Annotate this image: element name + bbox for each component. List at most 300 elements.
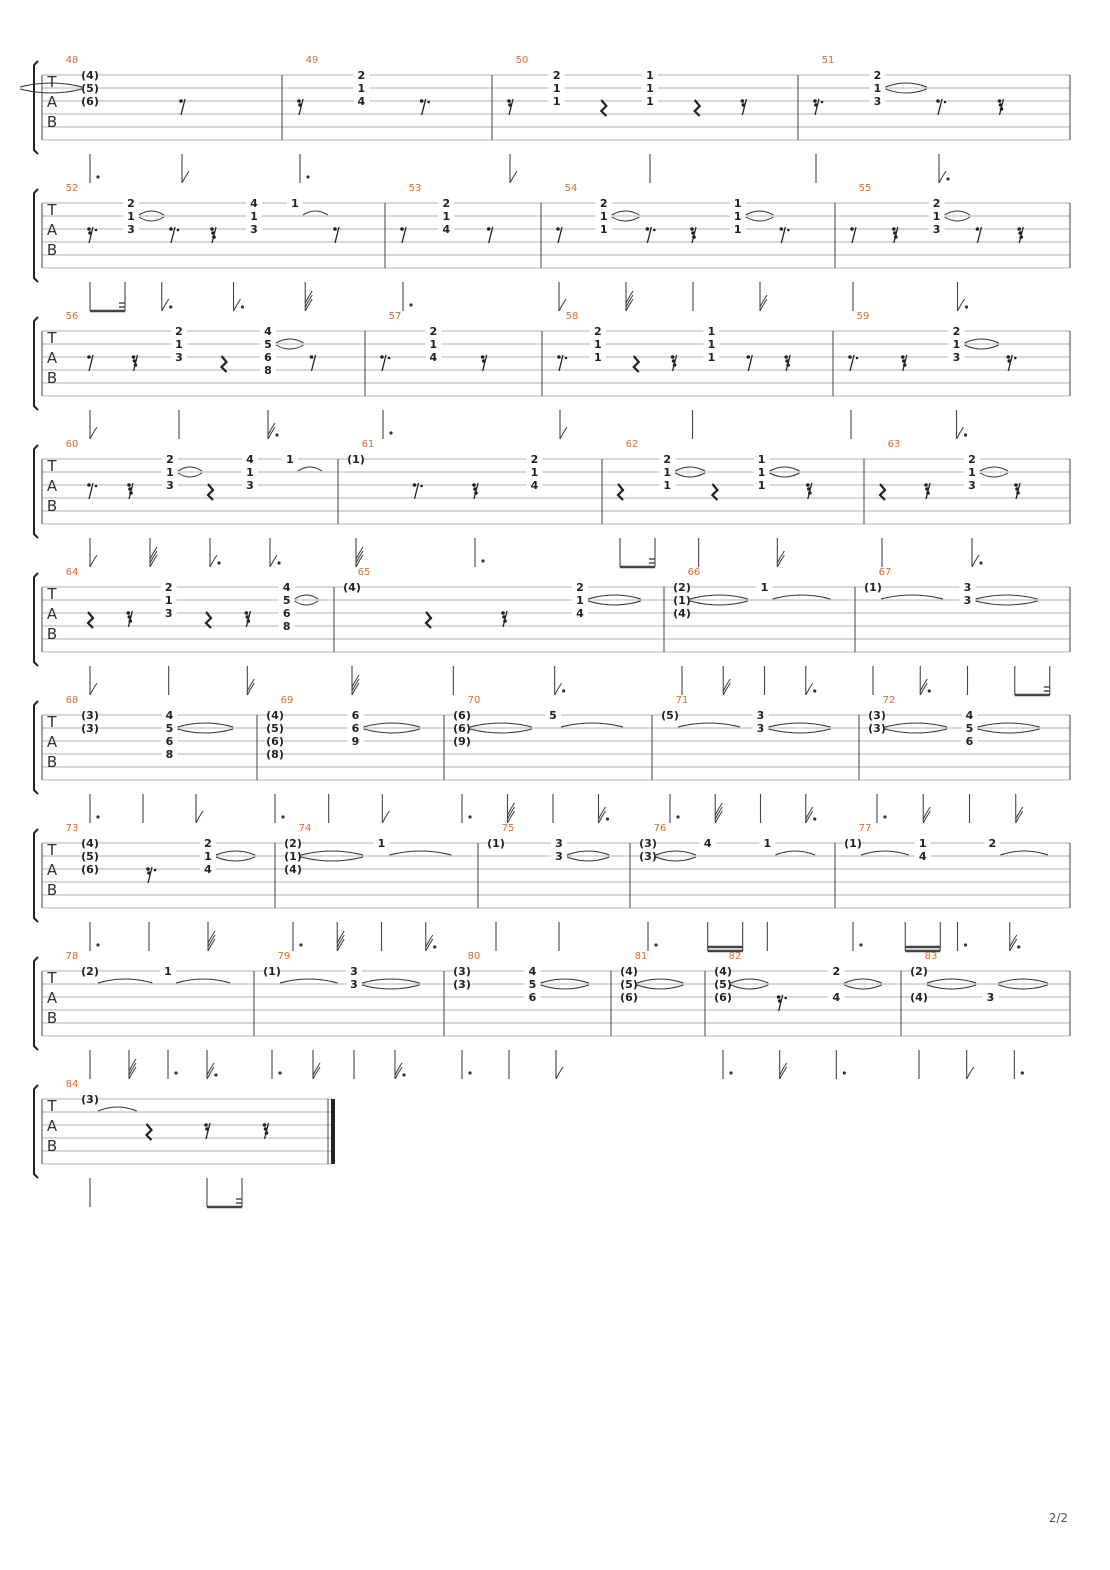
measure-number: 77: [858, 823, 872, 834]
rest-flag: [380, 355, 384, 359]
fret-number: (1): [347, 453, 365, 466]
rest-flag: [924, 483, 928, 487]
rest-dot: [1014, 357, 1017, 360]
measure: [400, 183, 492, 311]
fret-number: 3: [952, 351, 961, 364]
fret-number: 5: [165, 722, 174, 735]
duration-dot: [676, 815, 679, 818]
tie-arc: [588, 601, 641, 605]
rest-dot: [95, 229, 98, 232]
rest-flag: [420, 99, 424, 103]
rest-flag: [673, 363, 677, 367]
fret-number: (6): [453, 722, 471, 735]
fret-number: 5: [528, 978, 537, 991]
tab-chord: [287, 197, 328, 215]
tie-arc: [301, 857, 363, 861]
rest-flag: [204, 1123, 208, 1127]
tie-arc: [965, 339, 999, 343]
fret-number: 1: [707, 325, 716, 338]
measure-number: 54: [564, 183, 578, 194]
stem-flag: [182, 171, 189, 183]
tab-clef-letter: A: [46, 605, 58, 623]
fret-number: (5): [81, 82, 99, 95]
fret-number: (3): [453, 965, 471, 978]
fret-number: 3: [756, 722, 765, 735]
duration-dot: [946, 177, 949, 180]
rest-flag: [88, 231, 92, 235]
tie-arc: [999, 979, 1048, 983]
tab-chord: [374, 837, 452, 855]
tie-arc: [303, 211, 328, 215]
fret-number: 3: [166, 479, 174, 492]
rest-flag: [808, 491, 812, 495]
duration-dot: [859, 943, 862, 946]
tab-clef-letter: B: [46, 497, 58, 515]
tie-arc: [770, 473, 800, 477]
rest-flag: [413, 483, 417, 487]
tab-chord: [162, 709, 234, 761]
tab-chord: [161, 581, 177, 620]
tab-chord: [438, 197, 454, 236]
measure: [661, 695, 830, 823]
tie-arc: [637, 985, 683, 989]
stem-flag: [210, 555, 217, 567]
system-bracket: [34, 829, 38, 922]
rest-flag: [134, 363, 138, 367]
tie-arc: [98, 1107, 137, 1111]
rest-flag: [245, 611, 249, 615]
tab-chord: [551, 837, 609, 863]
duration-dot: [813, 689, 816, 692]
measure-number: 78: [65, 951, 79, 962]
tie-arc: [999, 985, 1048, 989]
tie-arc: [98, 979, 152, 983]
tab-chord: [260, 325, 304, 377]
rest-flag: [813, 99, 817, 103]
rest-dot: [821, 101, 824, 104]
measure-number: 48: [65, 55, 79, 66]
fret-number: 2: [968, 453, 976, 466]
rest-flag: [128, 487, 132, 491]
stem-flag: [806, 683, 813, 695]
tab-clef-letter: T: [47, 1097, 57, 1115]
rest-flag: [814, 103, 818, 107]
tie-arc: [746, 211, 774, 215]
tab-chord: [282, 453, 322, 471]
rest-flag: [893, 231, 897, 235]
page-number: 2/2: [1048, 1511, 1068, 1525]
duration-dot: [241, 305, 244, 308]
tab-chord: [279, 581, 318, 633]
tab-chord: [642, 69, 658, 108]
fret-number: 1: [733, 210, 742, 223]
measure: [453, 951, 589, 1079]
tie-arc: [470, 723, 532, 727]
rest-flag: [263, 1123, 267, 1127]
duration-dot: [409, 303, 412, 306]
measure-number: 60: [65, 439, 79, 450]
fret-number: 1: [552, 95, 561, 108]
measure: [618, 439, 812, 567]
tie-arc: [276, 339, 304, 343]
tie-arc: [178, 729, 234, 733]
tie-arc: [746, 217, 774, 221]
stem-flag: [90, 555, 97, 567]
fret-number: 1: [442, 210, 451, 223]
fret-number: (1): [487, 837, 505, 850]
fret-number: 3: [246, 479, 254, 492]
rest-flag: [265, 1131, 269, 1135]
stem-flag: [958, 299, 965, 311]
fret-number: 1: [663, 466, 672, 479]
measure: [556, 183, 789, 311]
fret-number: 1: [599, 210, 608, 223]
fret-number: 2: [594, 325, 602, 338]
fret-number: 2: [204, 837, 212, 850]
rest-flag: [777, 995, 781, 999]
rest-flag: [1017, 227, 1021, 231]
measure-number: 63: [887, 439, 901, 450]
fret-number: (3): [81, 709, 99, 722]
fret-number: 2: [357, 69, 366, 82]
fret-number: (4): [714, 965, 732, 978]
tab-clef-letter: A: [46, 93, 58, 111]
duration-dot: [299, 943, 302, 946]
tab-chord: [242, 453, 258, 492]
fret-number: 5: [264, 338, 272, 351]
measure-number: 61: [361, 439, 375, 450]
fret-number: 3: [963, 581, 972, 594]
tie-arc: [945, 217, 970, 221]
measure-number: 71: [675, 695, 689, 706]
measure-number: 67: [878, 567, 892, 578]
fret-number: 3: [968, 479, 976, 492]
fret-number: (2): [910, 965, 928, 978]
tie-arc: [675, 473, 705, 477]
fret-number: (1): [673, 594, 691, 607]
fret-number: (5): [620, 978, 638, 991]
stem-flag: [556, 1067, 563, 1079]
system-bracket: [34, 189, 38, 282]
fret-number: 1: [663, 479, 672, 492]
tie-arc: [216, 851, 255, 855]
fret-number: (9): [453, 735, 471, 748]
tie-arc: [541, 985, 589, 989]
fret-number: 2: [576, 581, 584, 594]
measure-number: 74: [298, 823, 312, 834]
stem-flag: [560, 427, 567, 439]
rest-flag: [556, 227, 560, 231]
fret-number: 1: [166, 466, 174, 479]
fret-number: (3): [868, 722, 886, 735]
measure: [868, 695, 1039, 823]
duration-dot: [306, 175, 309, 178]
stem-flag: [939, 171, 946, 183]
measure-number: 55: [858, 183, 872, 194]
rest-flag: [901, 355, 905, 359]
fret-number: 1: [377, 837, 386, 850]
rest-flag: [1019, 235, 1023, 239]
tie-arc: [978, 723, 1040, 727]
fret-number: 2: [599, 197, 608, 210]
duration-dot: [281, 815, 284, 818]
rest-flag: [998, 99, 1002, 103]
fret-number: 4: [264, 325, 272, 338]
rest-flag: [850, 227, 854, 231]
rest-flag: [474, 491, 478, 495]
measure-number: 72: [882, 695, 896, 706]
duration-dot: [275, 433, 278, 436]
stem-flag: [162, 299, 169, 311]
fret-number: 4: [703, 837, 712, 850]
fret-number: (5): [661, 709, 679, 722]
tie-arc: [470, 729, 532, 733]
fret-number: 2: [429, 325, 438, 338]
duration-dot: [883, 815, 886, 818]
measure: [380, 311, 486, 439]
fret-number: (2): [81, 965, 99, 978]
measure: [66, 311, 316, 439]
rest-flag: [784, 355, 788, 359]
tab-clef-letter: B: [46, 1009, 58, 1027]
duration-dot: [562, 689, 565, 692]
system-bracket: [34, 701, 38, 794]
fret-number: (2): [284, 837, 302, 850]
rest-flag: [129, 491, 133, 495]
fret-number: 3: [555, 837, 563, 850]
staff-system: [34, 567, 1070, 695]
fret-number: (3): [868, 709, 886, 722]
tie-arc: [276, 345, 304, 349]
rest-flag: [210, 227, 214, 231]
measure: [487, 823, 609, 951]
tab-clef-letter: T: [47, 457, 57, 475]
fret-number: 1: [918, 837, 927, 850]
tie-arc: [976, 601, 1038, 605]
tie-arc: [690, 595, 748, 599]
tie-arc: [178, 723, 234, 727]
tie-arc: [567, 857, 609, 861]
rest-dot: [787, 229, 790, 232]
tie-arc: [362, 979, 420, 983]
measure-number: 49: [305, 55, 319, 66]
rest-flag: [169, 227, 173, 231]
fret-number: (2): [673, 581, 691, 594]
tab-chord: [868, 709, 947, 735]
measure-number: 52: [65, 183, 79, 194]
fret-number: 2: [663, 453, 672, 466]
stem-flag: [555, 683, 562, 695]
tab-clef-letter: B: [46, 881, 58, 899]
rest-dot: [95, 485, 98, 488]
fret-number: 1: [164, 965, 172, 978]
tie-arc: [881, 595, 943, 599]
rest-flag: [333, 227, 337, 231]
rest-flag: [672, 359, 676, 363]
rest-dot: [427, 101, 430, 104]
tab-clef-letter: B: [46, 625, 58, 643]
tab-chord: [983, 979, 1048, 1004]
staff-system: [34, 695, 1070, 823]
fret-number: 1: [952, 338, 961, 351]
rest-flag: [1007, 359, 1011, 363]
tie-arc: [927, 979, 976, 983]
measure-number: 62: [625, 439, 639, 450]
fret-number: 4: [165, 709, 174, 722]
tie-arc: [612, 211, 640, 215]
tie-arc: [295, 601, 318, 605]
tie-arc: [886, 89, 927, 93]
fret-number: 4: [832, 991, 841, 1004]
rest-flag: [501, 611, 505, 615]
fret-number: (6): [453, 709, 471, 722]
rest-flag: [925, 487, 929, 491]
rest-flag: [507, 99, 511, 103]
staff-system: [34, 1079, 335, 1207]
fret-number: (6): [81, 95, 99, 108]
rest-flag: [1006, 355, 1010, 359]
fret-number: 4: [429, 351, 438, 364]
fret-number: 4: [250, 197, 258, 210]
measure: [343, 567, 641, 695]
stem-flag: [382, 811, 389, 823]
rest-dot: [565, 357, 568, 360]
tie-arc: [773, 595, 831, 599]
stem-flag: [90, 427, 97, 439]
tie-arc: [637, 979, 683, 983]
fret-number: 5: [549, 709, 557, 722]
tie-arc: [675, 467, 705, 471]
duration-dot: [606, 817, 609, 820]
tie-arc: [976, 595, 1038, 599]
fret-number: 1: [733, 223, 742, 236]
fret-number: 1: [127, 210, 135, 223]
tab-chord: [160, 965, 230, 983]
measure: [66, 567, 319, 695]
fret-number: 4: [918, 850, 927, 863]
rest-flag: [936, 99, 940, 103]
fret-number: 4: [528, 965, 537, 978]
rest-flag: [133, 359, 137, 363]
rest-flag: [1000, 107, 1004, 111]
tie-arc: [690, 601, 748, 605]
measure: [66, 823, 256, 951]
measure-number: 69: [280, 695, 294, 706]
fret-number: (5): [266, 722, 284, 735]
rest-flag: [1018, 231, 1022, 235]
fret-number: 4: [357, 95, 366, 108]
system-bracket: [34, 317, 38, 410]
tie-arc: [176, 979, 230, 983]
rest-flag: [132, 355, 136, 359]
rest-flag: [557, 355, 561, 359]
measure-number: 79: [277, 951, 291, 962]
rest-flag: [807, 487, 811, 491]
fret-number: (3): [639, 850, 657, 863]
rest-flag: [671, 355, 675, 359]
fret-number: 1: [733, 197, 742, 210]
fret-number: 2: [127, 197, 135, 210]
rest-flag: [87, 355, 91, 359]
fret-number: 2: [873, 69, 882, 82]
measure: [20, 55, 189, 183]
tab-clef-letter: A: [46, 477, 58, 495]
staff-system: [34, 183, 1070, 311]
fret-number: 2: [164, 581, 173, 594]
measure: [266, 695, 420, 823]
measure-number: 80: [467, 951, 481, 962]
rest-flag: [746, 355, 750, 359]
duration-dot: [964, 943, 967, 946]
staff-system: [34, 439, 1070, 567]
tie-arc: [980, 467, 1008, 471]
fret-number: 6: [165, 735, 174, 748]
tie-arc: [770, 467, 800, 471]
rest-flag: [264, 1127, 268, 1131]
fret-number: 8: [282, 620, 291, 633]
final-barline-thick: [331, 1099, 335, 1164]
fret-number: 1: [250, 210, 258, 223]
tab-chord: [661, 709, 740, 727]
rest-flag: [87, 483, 91, 487]
rest-flag: [976, 227, 980, 231]
staff-system: [34, 311, 1070, 439]
duration-dot: [468, 815, 471, 818]
fret-number: 4: [282, 581, 291, 594]
measure: [66, 183, 339, 311]
fret-number: (4): [620, 965, 638, 978]
fret-number: (4): [81, 837, 99, 850]
fret-number: 3: [250, 223, 258, 236]
measure: [844, 823, 1048, 951]
tab-clef-letter: B: [46, 369, 58, 387]
fret-number: 1: [757, 453, 766, 466]
duration-dot: [96, 175, 99, 178]
fret-number: 3: [164, 607, 173, 620]
measure-number: 64: [65, 567, 79, 578]
fret-number: 4: [576, 607, 584, 620]
fret-number: 3: [963, 594, 972, 607]
rest-flag: [127, 611, 131, 615]
fret-number: 2: [166, 453, 174, 466]
tie-arc: [886, 83, 927, 87]
rest-flag: [472, 483, 476, 487]
fret-number: 5: [965, 722, 974, 735]
duration-dot: [813, 817, 816, 820]
rest-flag: [146, 867, 150, 871]
system-bracket: [34, 445, 38, 538]
stem-flag: [967, 1067, 974, 1079]
duration-dot: [843, 1071, 846, 1074]
tie-arc: [731, 985, 768, 989]
fret-number: 2: [832, 965, 841, 978]
measure-number: 84: [65, 1079, 79, 1090]
rest-dot: [420, 485, 423, 488]
fret-number: (6): [620, 991, 638, 1004]
rest-flag: [481, 355, 485, 359]
measure-number: 51: [821, 55, 835, 66]
fret-number: 6: [965, 735, 974, 748]
fret-number: 4: [965, 709, 974, 722]
fret-number: 2: [552, 69, 561, 82]
tab-chord: [759, 837, 815, 855]
fret-number: 6: [351, 722, 360, 735]
measure-number: 59: [856, 311, 870, 322]
measure-number: 82: [728, 951, 742, 962]
fret-number: 1: [757, 466, 766, 479]
rest-flag: [502, 615, 506, 619]
fret-number: 4: [442, 223, 451, 236]
